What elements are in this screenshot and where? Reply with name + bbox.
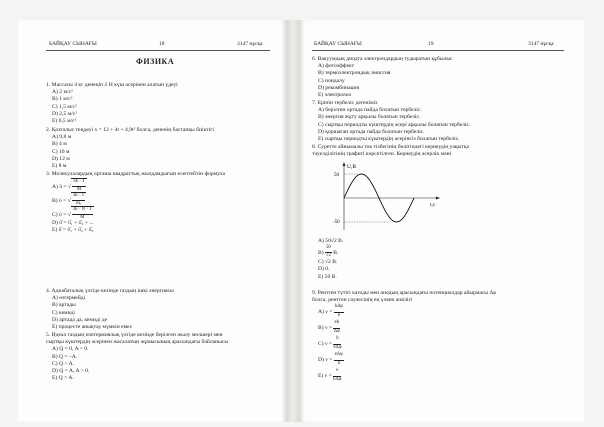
header-rule — [312, 50, 564, 51]
answer-option: B) 4 м — [52, 141, 67, 148]
answer-option: D) 2,5 м/с² — [52, 110, 77, 117]
voltage-time-graph — [334, 160, 444, 236]
question-2 — [46, 127, 214, 170]
answer-option: B) 1 м/с² — [52, 96, 73, 103]
question-stem: 2. Қозғалыс теңдеуі x = 12 + 4t + 4,9t² болса, дененің бастапқы биіктігі — [46, 127, 215, 133]
right-page — [300, 20, 584, 422]
formula-numerator: eΔφ — [334, 352, 344, 360]
open-booklet — [18, 20, 584, 424]
answer-option: A) берілген ортада пайда болатын тербеліс. — [318, 107, 422, 114]
y-tick-label: -50 — [333, 220, 340, 225]
answer-option: B) артады — [52, 302, 76, 309]
option-label: E) ν = — [318, 373, 332, 380]
formula-denominator: M — [76, 187, 82, 193]
left-page — [18, 20, 286, 422]
answer-option: C) √2 В. — [318, 259, 338, 266]
answer-option: B) термоэлектрондық эмиссия — [318, 70, 391, 77]
formula-numerator: h — [333, 336, 341, 344]
option-label: C) — [52, 212, 58, 219]
subject-title: ФИЗИКА — [136, 57, 175, 66]
answer-option: E) ῡ̄ = ῡ̄₁ + ῡ̄₂ + ῡ̄₃ — [52, 227, 94, 234]
formula-denominator: hΔφ — [333, 376, 342, 382]
question-4 — [46, 288, 174, 331]
formula-numerator: 50 — [325, 245, 332, 253]
answer-option: B) ῡ = √ $\frac{3k \cdot T}{\text{mₒ}}$ — [46, 192, 225, 206]
answer-option: E) 8 м — [52, 162, 67, 169]
answer-option: D) Q = A, A > 0. — [52, 367, 90, 374]
question-stem: 9. Рентген түтігі катоды мен анодың арасындағы потенциалдар айырмасы Δφ — [312, 290, 497, 296]
option-label: A) ν = — [318, 309, 333, 316]
formula-numerator: hΔφ — [334, 304, 344, 312]
option-label: D) ν = — [318, 357, 333, 364]
formula-numerator: 3k · T — [72, 179, 86, 187]
formula-denominator: eΔφ — [333, 344, 342, 350]
question-stem: болса, рентген сәулесінің ең үлкен жиілігі — [312, 297, 413, 304]
option-label: B) — [52, 198, 58, 205]
answer-option: A) 50√2 В. — [318, 238, 344, 244]
answer-option: A) ῡ = √ $\frac{3k \cdot T}{M}$ — [46, 178, 225, 192]
question-5 — [46, 332, 228, 382]
x-axis-label: t,c — [430, 202, 436, 208]
question-stem: 8. Суретте айнымалы ток тізбегінің бөлігіндегі кернеудің уақытқа — [312, 144, 469, 150]
question-stem: 1. Массасы 4 кг денеңіп 2 Н күш әсерінен алатын үдеуі — [46, 82, 178, 88]
answer-option: D) 0. — [318, 266, 330, 273]
formula-denominator: e — [337, 312, 340, 318]
answer-option: C) 1,5 м/с² — [52, 103, 77, 110]
answer-option: A) 2 м/с² — [52, 89, 73, 96]
variant-label: 3147 нұсқа — [237, 41, 263, 47]
answer-option: E) 0,5 м/с² — [52, 117, 77, 124]
answer-option — [312, 304, 496, 320]
formula-denominator: M — [80, 215, 85, 221]
answer-option: A) өзгермейді — [52, 295, 86, 302]
option-label: B) — [318, 250, 324, 257]
question-stem: 7. Еріпін тербеліс дегеніміз — [312, 100, 378, 106]
answer-option: C) Q < A. — [52, 360, 75, 367]
question-stem: тәуелділігінің графигі көрсетілген. Кернеудің әсерлік мәні — [312, 151, 452, 158]
formula-numerator: 3k · N · T — [72, 207, 93, 215]
question-stem: сыртқы күштердің әсерінен жасалатын жұмысының арасындағы байланысы — [46, 339, 229, 346]
formula-denominator: h — [337, 360, 340, 366]
answer-option — [312, 368, 496, 384]
answer-option: C) кемиді — [52, 309, 75, 316]
answer-option: C) 10 м — [52, 148, 70, 155]
question-stem: 4. Адиабаталық үлгіде кезінде газдың ішкі энергиясы — [46, 288, 174, 294]
question-6 — [312, 56, 453, 99]
question-stem: 3. Молекулалардың орташа квадраттық жылдамдығын есептейтін формула — [46, 171, 225, 177]
question-stem: 6. Вакуумдық диодта электрондардың тудыратын құбылыс — [312, 56, 453, 62]
answer-option: D) артада да, кемиді де — [52, 316, 108, 323]
y-tick-label: 50 — [334, 173, 339, 178]
answer-option: A) фотоэффект — [318, 63, 355, 70]
answer-option: A) 9,8 м — [52, 134, 72, 141]
answer-option: E) процесте анықтау мүмкін емес — [52, 323, 133, 330]
answer-option: D) ῡ̄ = ῡ̄₁ + ῡ̄₂ + ... — [52, 220, 94, 227]
header-rule — [46, 50, 270, 51]
answer-option — [312, 336, 496, 352]
page-number: 18 — [159, 41, 165, 47]
answer-option — [312, 352, 496, 368]
formula-lhs: ῡ = — [59, 212, 67, 219]
variant-label: 3147 нұсқа — [528, 41, 554, 47]
answer-option: C) ῡ = √ $\frac{3k \cdot N \cdot T}{M}$ — [46, 206, 225, 220]
formula-numerator: 3k · T — [72, 193, 86, 201]
answer-option: E) Q > A. — [52, 375, 74, 382]
question-stem: 5. Идеал газдың изотермиялық үлгіде кезінде берілген жылу мөлшері мен — [46, 332, 223, 338]
formula-lhs: ῡ = — [59, 198, 67, 205]
answer-option: E) 50 В. — [318, 273, 337, 280]
formula-denominator: Δφ — [333, 328, 340, 334]
y-axis-label: U,B — [347, 164, 357, 170]
question-9 — [312, 290, 496, 384]
book-gutter — [286, 20, 300, 422]
formula-lhs: ῡ = — [59, 184, 67, 191]
answer-option: B) Q = –A. — [52, 353, 78, 360]
option-unit: В. — [333, 250, 339, 257]
answer-option: E) электролиз — [318, 91, 351, 98]
answer-option: D) рекомбинация — [318, 84, 360, 91]
question-8-options — [312, 238, 343, 281]
question-8 — [312, 144, 469, 158]
answer-option: A) Q = 0, A < 0. — [52, 346, 89, 353]
x-axis-arrow — [436, 197, 440, 200]
option-label: A) — [52, 184, 58, 191]
answer-option: B) энергия жұту арқылы болатын тербеліс. — [318, 114, 421, 121]
answer-option: D) 12 м — [52, 155, 70, 162]
answer-option: D) қоршаған ортада пайда болатын тербеліс. — [318, 128, 425, 135]
formula-numerator: e — [333, 368, 341, 376]
question-1 — [46, 82, 178, 125]
page-number: 19 — [428, 41, 434, 47]
question-3 — [46, 171, 225, 235]
formula-denominator: √2 — [325, 253, 331, 259]
answer-option — [312, 245, 343, 259]
formula-denominator: mₒ — [76, 201, 82, 207]
y-axis-arrow — [343, 162, 346, 166]
question-7 — [312, 100, 470, 143]
option-label: B) ν = — [318, 325, 333, 332]
page-header-left: БАЙҚАУ СЫНАҒЫ — [314, 41, 362, 47]
answer-option: E) сыртқы периодты күштердің әсерінсіз болатын тербеліс. — [318, 135, 460, 142]
answer-option: C) сыртқы периодты күштердің әсері арқылы болатын тербеліс. — [318, 121, 471, 128]
answer-option: C) иондалу — [318, 77, 345, 84]
formula-numerator: eh — [333, 320, 340, 328]
option-label: C) ν = — [318, 341, 333, 348]
page-header-left: БАЙҚАУ СЫНАҒЫ — [49, 41, 97, 47]
answer-option — [312, 320, 496, 336]
